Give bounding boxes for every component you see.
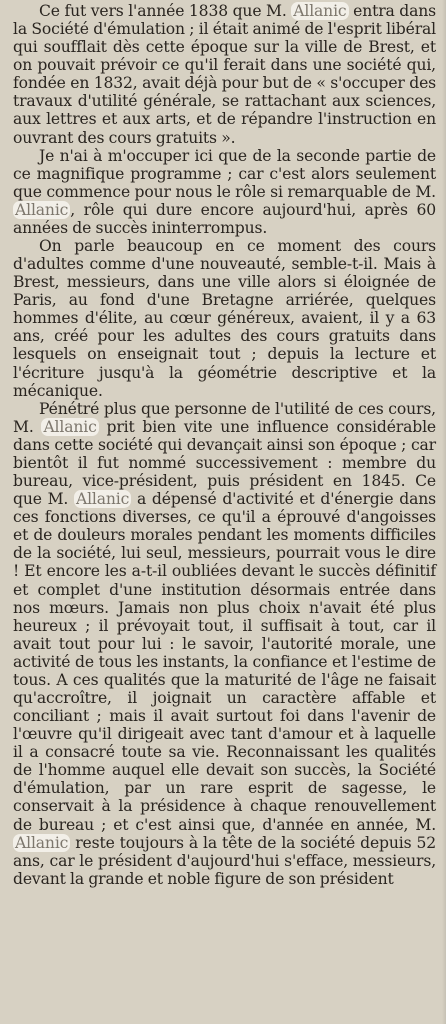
highlighted-name: Allanic xyxy=(15,833,69,852)
text-run: On parle beaucoup en ce moment des cours d'adultes comme d'une nouveauté, semble-t-il. Mais à Brest, messieurs, dans une ville alors si éloignée de Paris, au fond d'une Bretagne arriérée, quelques hommes d'élite, au cœur généreux, avaient, il y a 63 ans, créé pour les adultes des cours gratuits dans lesquels on enseignait tout ; depuis la lecture et l'écriture jusqu'à la géométrie descriptive et la mécanique. xyxy=(13,237,436,400)
text-run: Je n'ai à m'occuper ici que de la seconde partie de ce magnifique programme ; car c'est alors seulement que commence pour nous le rôle si remarquable de M. xyxy=(13,146,436,201)
text-run: a dépensé d'activité et d'énergie dans ces fonctions diverses, ce qu'il a éprouvé d'angoisses et de douleurs morales pendant les moments difficiles de la société, lui seul, messieurs, pourrait vous le dire ! Et encore les a-t-il oubliées devant le succès définitif et complet d'une institution désormais entrée dans nos mœurs. Jamais non plus choix n'avait été plus heureux ; il prévoyait tout, il suffisait à tout, car il avait tout pour lui : le savoir, l'autorité morale, une activité de tous les instants, la confiance et l'estime de tous. A ces qualités que la maturité de l'âge ne faisait qu'accroître, il joignait un caractère affable et conciliant ; mais il avait surtout foi dans l'avenir de l'œuvre qu'il dirigeait avec tant d'amour et à laquelle il a consacré toute sa vie. Reconnaissant les qualités de l'homme auquel elle devait son succès, la Société d'émulation, par un rare esprit de sagesse, le conservait à la présidence à chaque renouvellement de bureau ; et c'est ainsi que, d'année en année, M. xyxy=(13,490,437,834)
article-paragraph xyxy=(13,2,436,147)
text-run: prit bien vite une influence considérable dans cette société qui devançait ainsi son époque ; car bientôt il fut nommé successivement : membre du bureau, vice-président, puis président en 1845. Ce que M. xyxy=(13,417,437,509)
highlighted-name: Allanic xyxy=(15,200,69,219)
page-edge-shadow xyxy=(442,0,446,1024)
article-paragraph xyxy=(13,237,436,400)
article-paragraph xyxy=(13,400,436,888)
text-run: Ce fut vers l'année 1838 que M. xyxy=(39,2,292,20)
text-run: , rôle qui dure encore aujourd'hui, après 60 années de succès ininterrompus. xyxy=(13,200,436,237)
highlighted-name: Allanic xyxy=(43,417,97,436)
text-run: reste toujours à la tête de la société depuis 52 ans, car le président d'aujourd'hui s'efface, messieurs, devant la grande et noble figure de son président xyxy=(13,833,436,888)
highlighted-name: Allanic xyxy=(293,2,347,20)
article-column xyxy=(13,2,436,888)
highlighted-name: Allanic xyxy=(75,490,130,509)
text-run: entra dans la Société d'émulation ; il était animé de l'esprit libéral qui soufflait dès cette époque sur la ville de Brest, et on pouvait prévoir ce qu'il ferait dans une société qui, fondée en 1832, avait déjà pour but de « s'occuper des travaux d'utilité générale, se rattachant aux sciences, aux lettres et aux arts, et de répandre l'instruction en ouvrant des cours gratuits ». xyxy=(13,2,436,147)
article-paragraph xyxy=(13,147,436,237)
text-run: Pénétré plus que personne de l'utilité de ces cours, M. xyxy=(13,399,436,436)
